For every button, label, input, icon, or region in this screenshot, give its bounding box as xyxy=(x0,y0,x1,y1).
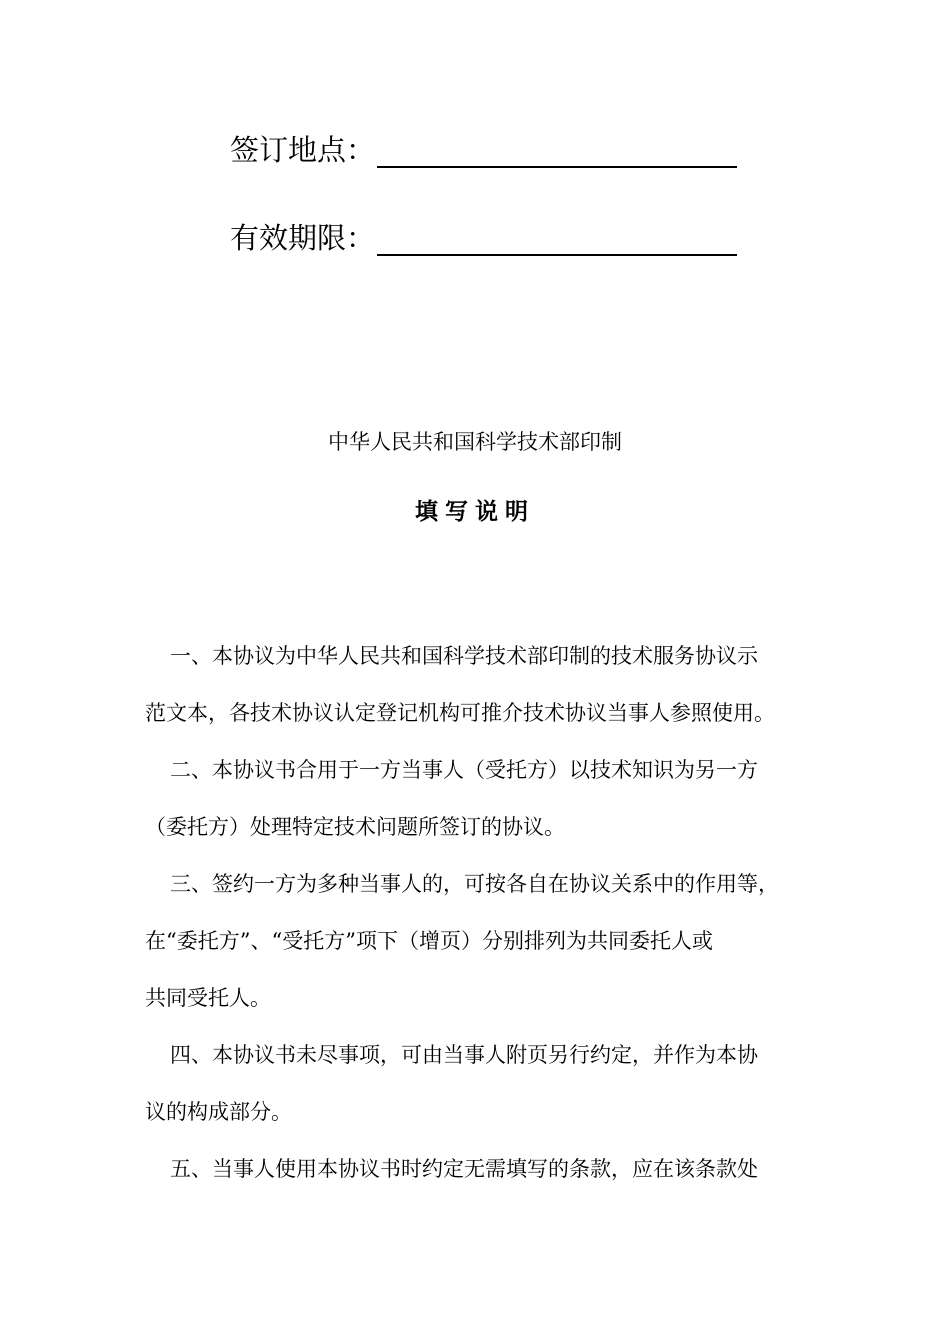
instruction-line: 一、本协议为中华人民共和国科学技术部印制的技术服务协议示 xyxy=(170,644,758,668)
validity-term-field xyxy=(230,216,737,256)
validity-term-label: 有效期限： xyxy=(230,221,376,255)
instruction-line: 议的构成部分。 xyxy=(145,1100,292,1124)
signing-place-blank-line[interactable] xyxy=(377,134,737,168)
instruction-line: 三、签约一方为多种当事人的，可按各自在协议关系中的作用等， xyxy=(170,872,779,896)
publisher-line: 中华人民共和国科学技术部印制 xyxy=(328,430,622,454)
instruction-line: 二、本协议书合用于一方当事人（受托方）以技术知识为另一方 xyxy=(170,758,758,782)
instruction-line: 在“委托方”、“受托方”项下（增页）分别排列为共同委托人或 xyxy=(145,929,713,953)
validity-term-blank-line[interactable] xyxy=(377,222,737,256)
instruction-line: 五、当事人使用本协议书时约定无需填写的条款，应在该条款处 xyxy=(170,1157,758,1181)
signing-place-label: 签订地点： xyxy=(230,133,376,167)
signing-place-field xyxy=(230,128,737,168)
instructions-body xyxy=(145,636,825,1206)
instruction-line: 共同受托人。 xyxy=(145,986,271,1010)
instruction-line: （委托方）处理特定技术问题所签订的协议。 xyxy=(145,815,565,839)
instructions-heading: 填写说明 xyxy=(415,499,535,525)
instruction-line: 范文本，各技术协议认定登记机构可推介技术协议当事人参照使用。 xyxy=(145,701,775,725)
instruction-line: 四、本协议书未尽事项，可由当事人附页另行约定，并作为本协 xyxy=(170,1043,758,1067)
